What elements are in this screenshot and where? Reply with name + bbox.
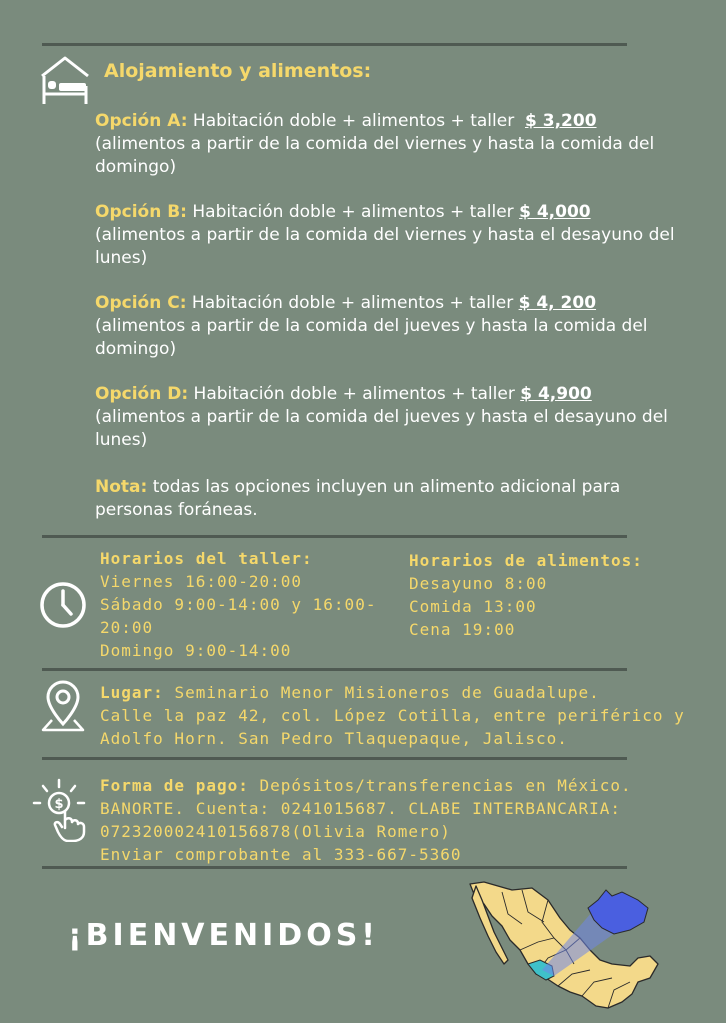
payment-line: BANORTE. Cuenta: 0241015687. CLABE INTERBANCARIA:	[100, 799, 622, 818]
workshop-schedule-line: Sábado 9:00-14:00 y 16:00-	[100, 595, 377, 614]
workshop-schedule-line: Viernes 16:00-20:00	[100, 572, 303, 591]
meal-schedule-line: Comida 13:00	[409, 597, 537, 616]
option-c-text: Habitación doble + alimentos + taller	[191, 293, 514, 313]
workshop-schedule-title: Horarios del taller:	[100, 549, 313, 568]
option-c-price: $ 4, 200	[518, 293, 597, 313]
option-d-text: Habitación doble + alimentos + taller	[193, 384, 515, 404]
option-d-label: Opción D:	[95, 384, 189, 404]
note-text: todas las opciones incluyen un alimento adicional para personas foráneas.	[95, 477, 621, 520]
option-c-label: Opción C:	[95, 293, 187, 313]
payment	[100, 774, 700, 866]
option-d-price: $ 4,900	[520, 384, 592, 404]
note-label: Nota:	[95, 477, 148, 497]
place-label: Lugar:	[100, 683, 164, 702]
payment-hand-icon	[32, 778, 90, 842]
welcome-title: ¡BIENVENIDOS!	[68, 918, 379, 953]
meal-schedule-title: Horarios de alimentos:	[409, 551, 643, 570]
option-b-text: Habitación doble + alimentos + taller	[192, 202, 514, 222]
option-a	[95, 110, 690, 179]
option-d	[95, 383, 690, 452]
divider-top	[42, 43, 627, 46]
mexico-map-icon	[462, 878, 662, 1018]
option-b	[95, 201, 690, 270]
bed-icon	[38, 54, 92, 106]
divider-2	[42, 668, 627, 671]
option-a-text: Habitación doble + alimentos + taller	[192, 111, 515, 131]
payment-label: Forma de pago:	[100, 776, 249, 795]
option-a-price: $ 3,200	[525, 111, 597, 131]
note	[95, 476, 690, 522]
place-line: Calle la paz 42, col. López Cotilla, entre periférico y	[100, 706, 685, 725]
meal-schedule-line: Cena 19:00	[409, 620, 516, 639]
svg-text:$: $	[54, 797, 64, 812]
location-pin-icon	[40, 680, 86, 734]
option-c-detail: (alimentos a partir de la comida del jueves y hasta la comida del domingo)	[95, 316, 648, 359]
option-a-label: Opción A:	[95, 111, 188, 131]
divider-1	[42, 535, 627, 538]
clock-icon	[38, 580, 88, 630]
divider-4	[42, 866, 627, 869]
payment-line: Enviar comprobante al 333-667-5360	[100, 845, 462, 864]
option-b-price: $ 4,000	[519, 202, 591, 222]
workshop-schedule-line: 20:00	[100, 618, 154, 637]
option-a-detail: (alimentos a partir de la comida del viernes y hasta la comida del domingo)	[95, 134, 655, 177]
place-line: Adolfo Horn. San Pedro Tlaquepaque, Jalisco.	[100, 729, 568, 748]
option-d-detail: (alimentos a partir de la comida del jueves y hasta el desayuno del lunes)	[95, 407, 668, 450]
payment-line: 072320002410156878(Olivia Romero)	[100, 822, 451, 841]
workshop-schedule-line: Domingo 9:00-14:00	[100, 641, 292, 660]
workshop-schedule	[100, 547, 400, 662]
divider-3	[42, 757, 627, 760]
place-line: Seminario Menor Misioneros de Guadalupe.	[174, 683, 600, 702]
option-c	[95, 292, 690, 361]
option-b-detail: (alimentos a partir de la comida del viernes y hasta el desayuno del lunes)	[95, 225, 675, 268]
option-b-label: Opción B:	[95, 202, 187, 222]
meal-schedule-line: Desayuno 8:00	[409, 574, 548, 593]
meal-schedule	[409, 549, 689, 641]
place	[100, 681, 690, 750]
accommodation-title: Alojamiento y alimentos:	[104, 60, 372, 82]
payment-line: Depósitos/transferencias en México.	[259, 776, 632, 795]
